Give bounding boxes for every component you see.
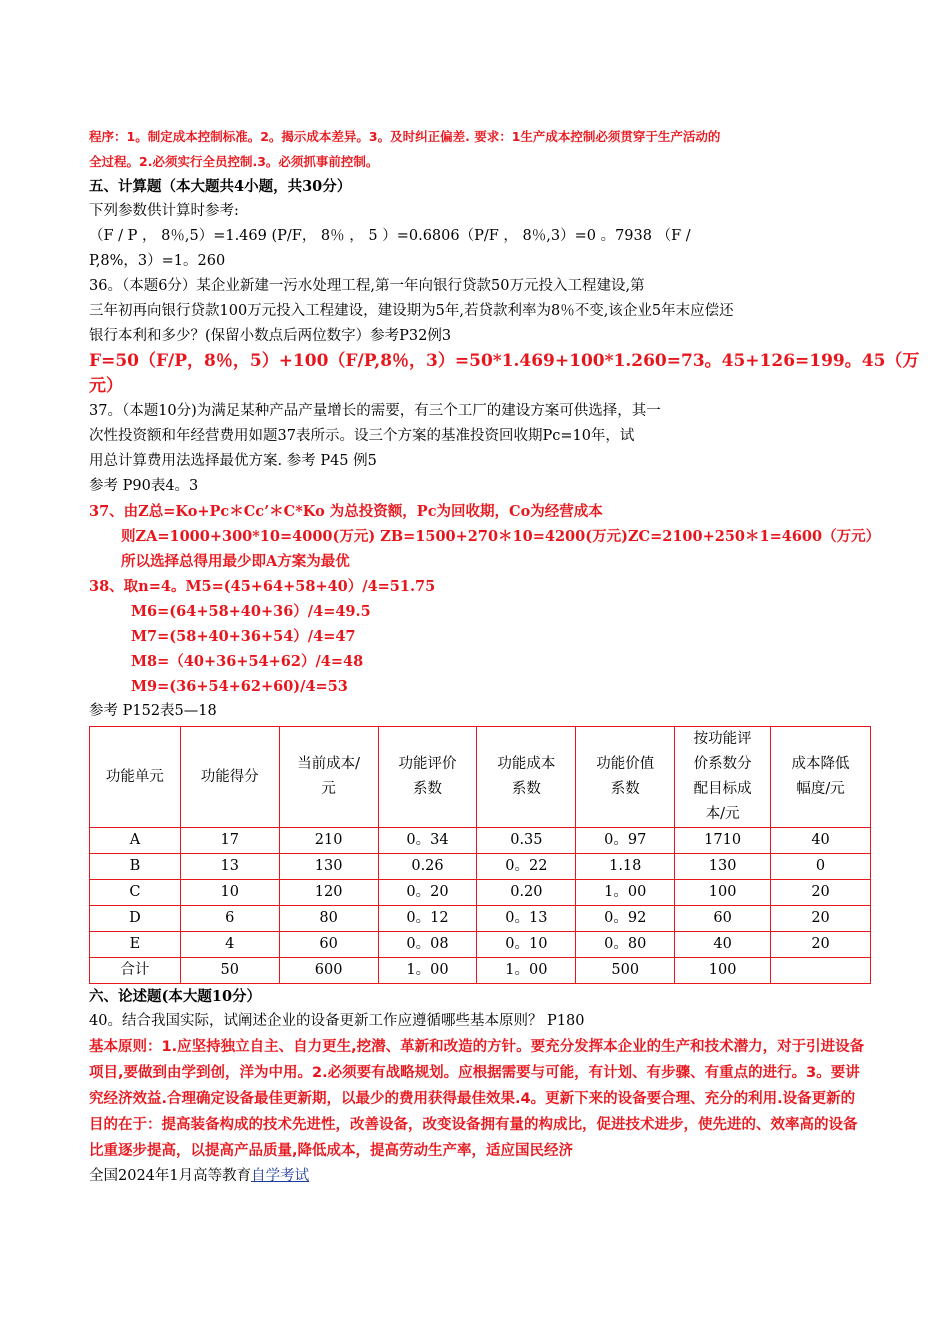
function-cost-table bbox=[89, 726, 871, 984]
table-cell: 20 bbox=[771, 906, 871, 932]
table-cell: 120 bbox=[279, 880, 378, 906]
table-cell: 0。20 bbox=[378, 880, 477, 906]
table-cell: D bbox=[90, 906, 181, 932]
table-header-cell: 功能价值 系数 bbox=[576, 727, 675, 828]
table-cell: 500 bbox=[576, 958, 675, 984]
table-row bbox=[90, 854, 871, 880]
table-cell: 1。00 bbox=[378, 958, 477, 984]
answer-37-line-2: 则ZA=1000+300*10=4000(万元) ZB=1500+270＊10=4200(万元)ZC=2100+250＊1=4600（万元） bbox=[121, 528, 881, 545]
question-37-line-1: 37。（本题10分)为满足某种产品产量增长的需要，有三个工厂的建设方案可供选择，其一 bbox=[89, 403, 661, 419]
table-cell: 0 bbox=[771, 854, 871, 880]
params-values: （F / P ， 8％,5）=1.469 (P/F， 8％ ， 5 ）=0.6806（P/F ， 8％,3）=0 。7938 （F / bbox=[89, 228, 691, 244]
answer-38-line-5: M9=(36+54+62+60)/4=53 bbox=[131, 678, 348, 695]
exam-link[interactable]: 自学考试 bbox=[251, 1168, 310, 1184]
table-cell: 合计 bbox=[90, 958, 181, 984]
table-cell: 130 bbox=[675, 854, 771, 880]
table-cell: 0。80 bbox=[576, 932, 675, 958]
table-row bbox=[90, 906, 871, 932]
table-cell: 1710 bbox=[675, 828, 771, 854]
table-cell: 1.18 bbox=[576, 854, 675, 880]
table-cell: 0.35 bbox=[477, 828, 576, 854]
table-cell: B bbox=[90, 854, 181, 880]
question-37-line-2: 次性投资额和年经营费用如题37表所示。设三个方案的基准投资回收期Pc=10年，试 bbox=[89, 428, 635, 444]
table-cell: 0。34 bbox=[378, 828, 477, 854]
table-cell: E bbox=[90, 932, 181, 958]
table-row bbox=[90, 828, 871, 854]
table-cell: 0。97 bbox=[576, 828, 675, 854]
program-line: 程序：1。制定成本控制标准。2。揭示成本差异。3。及时纠正偏差. 要求：1生产成本控制必须贯穿于生产活动的 bbox=[89, 129, 721, 144]
question-40: 40。结合我国实际，试阐述企业的设备更新工作应遵循哪些基本原则？ P180 bbox=[89, 1013, 585, 1029]
table-header-cell: 按功能评 价系数分 配目标成 本/元 bbox=[675, 727, 771, 828]
table-cell: 130 bbox=[279, 854, 378, 880]
table-header-cell: 功能单元 bbox=[90, 727, 181, 828]
question-37-line-3: 用总计算费用法选择最优方案. 参考 P45 例5 bbox=[89, 453, 377, 469]
answer-40: 基本原则：1.应坚持独立自主、自力更生,挖潜、革新和改造的方针。要充分发挥本企业的生产和技术潜力，对于引进设备项目,要做到由学到创，洋为中用。2.必须要有战略规划。应根据需要与可能，有计划、有步骤、有重点的进行。3。要讲究经济效益.合理确定设备最佳更新期，以最少的费用获得最佳效果.4。更新下来的设备要合理、充分的利用.设备更新的目的在于：提高装备构成的技术先进性，改善设备，改变设备拥有量的构成比，促进技术进步，使先进的、效率高的设备比重逐步提高，以提高产品质量,降低成本，提高劳动生产率，适应国民经济 bbox=[89, 1039, 865, 1159]
answer-38-line-3: M7=(58+40+36+54）/4=47 bbox=[131, 628, 356, 645]
table-cell: 0。08 bbox=[378, 932, 477, 958]
table-cell: 40 bbox=[771, 828, 871, 854]
table-cell: 0。12 bbox=[378, 906, 477, 932]
table-cell: 4 bbox=[180, 932, 279, 958]
table-cell: 17 bbox=[180, 828, 279, 854]
table-cell: 100 bbox=[675, 880, 771, 906]
answer-38-line-2: M6=(64+58+40+36）/4=49.5 bbox=[131, 603, 371, 620]
section-5-heading: 五、计算题（本大题共4小题，共30分） bbox=[89, 178, 352, 195]
table-cell: 80 bbox=[279, 906, 378, 932]
table-cell: 6 bbox=[180, 906, 279, 932]
table-cell: 100 bbox=[675, 958, 771, 984]
table-cell: 0。13 bbox=[477, 906, 576, 932]
answer-37-line-1: 37、由Z总=Ko+Pc＊Cc’＊C*Ko 为总投资额，Pc为回收期，Co为经营成本 bbox=[89, 503, 603, 520]
document-page bbox=[89, 124, 920, 1189]
answer-38-line-1: 38、取n=4。M5=(45+64+58+40）/4=51.75 bbox=[89, 578, 436, 595]
table-header-cell: 当前成本/ 元 bbox=[279, 727, 378, 828]
table-cell: 0.20 bbox=[477, 880, 576, 906]
table-header-cell: 成本降低 幅度/元 bbox=[771, 727, 871, 828]
table-cell: 0。22 bbox=[477, 854, 576, 880]
answer-36-line-1: F=50（F/P，8％，5）+100（F/P,8％，3）=50*1.469+100*1.260=73。45+126=199。45（万 bbox=[89, 351, 920, 371]
table-cell: 0.26 bbox=[378, 854, 477, 880]
reference-p152: 参考 P152表5—18 bbox=[89, 703, 217, 719]
table-row bbox=[90, 880, 871, 906]
table-row bbox=[90, 958, 871, 984]
reference-p90: 参考 P90表4。3 bbox=[89, 478, 199, 494]
table-header-cell: 功能成本 系数 bbox=[477, 727, 576, 828]
question-36-line-1: 36。（本题6分）某企业新建一污水处理工程,第一年向银行贷款50万元投入工程建设,第 bbox=[89, 278, 645, 294]
footer-text: 全国2024年1月高等教育 bbox=[89, 1168, 252, 1184]
table-cell: 50 bbox=[180, 958, 279, 984]
table-cell: 0。10 bbox=[477, 932, 576, 958]
answer-38-line-4: M8=（40+36+54+62）/4=48 bbox=[131, 653, 364, 670]
table-cell: 210 bbox=[279, 828, 378, 854]
table-cell: 60 bbox=[279, 932, 378, 958]
section-6-heading: 六、论述题(本大题10分） bbox=[89, 988, 262, 1005]
table-cell: 10 bbox=[180, 880, 279, 906]
answer-37-line-3: 所以选择总得用最少即A方案为最优 bbox=[121, 553, 350, 570]
table-cell: 1。00 bbox=[576, 880, 675, 906]
table-cell: 60 bbox=[675, 906, 771, 932]
question-36-line-3: 银行本利和多少？(保留小数点后两位数字）参考P32例3 bbox=[89, 328, 452, 344]
table-cell: 20 bbox=[771, 880, 871, 906]
table-row bbox=[90, 932, 871, 958]
table-cell: 13 bbox=[180, 854, 279, 880]
table-header-cell: 功能得分 bbox=[180, 727, 279, 828]
answer-36-line-2: 元） bbox=[89, 376, 123, 396]
table-cell: 0。92 bbox=[576, 906, 675, 932]
table-cell: C bbox=[90, 880, 181, 906]
params-values-2: P,8%，3）=1。260 bbox=[89, 253, 226, 269]
table-cell bbox=[771, 958, 871, 984]
table-cell: A bbox=[90, 828, 181, 854]
table-cell: 20 bbox=[771, 932, 871, 958]
program-line-2: 全过程。2.必须实行全员控制.3。必须抓事前控制。 bbox=[89, 154, 379, 169]
footer-line bbox=[89, 1164, 869, 1189]
table-header-cell: 功能评价 系数 bbox=[378, 727, 477, 828]
table-cell: 1。00 bbox=[477, 958, 576, 984]
table-cell: 600 bbox=[279, 958, 378, 984]
params-intro: 下列参数供计算时参考: bbox=[89, 203, 239, 219]
table-header-row bbox=[90, 727, 871, 828]
table-cell: 40 bbox=[675, 932, 771, 958]
question-36-line-2: 三年初再向银行贷款100万元投入工程建设，建设期为5年,若贷款利率为8％不变,该企业5年末应偿还 bbox=[89, 303, 734, 319]
